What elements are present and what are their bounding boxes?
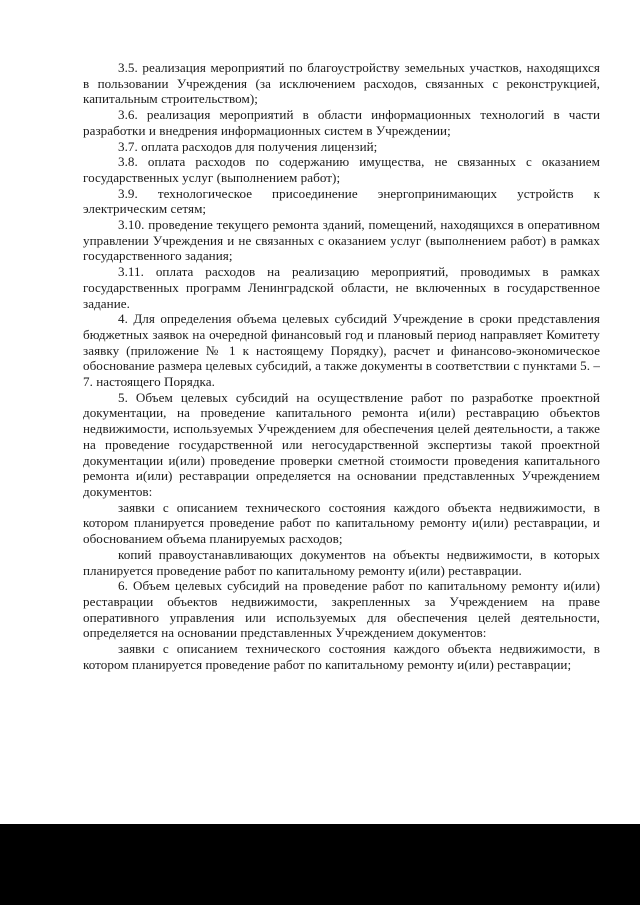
paragraph-5-item-application: заявки с описанием технического состояния каждого объекта недвижимости, в котором планируется проведение работ по капитальному ремонту и(или) реставрации, и обоснованием объема планируемых расходов;: [83, 499, 600, 547]
paragraph-3-7: 3.7. оплата расходов для получения лицензий;: [118, 138, 378, 154]
paragraph-3-5: 3.5. реализация мероприятий по благоустройству земельных участков, находящихся в пользовании Учреждения (за исключением расходов, связанных с реконструкцией, капитальным строительством);: [83, 60, 600, 107]
paragraph-3-9: 3.9. технологическое присоединение энергопринимающих устройств к электрическим сетям;: [83, 185, 600, 217]
paragraph-3-10: 3.10. проведение текущего ремонта зданий, помещений, находящихся в оперативном управлении Учреждения и не связанных с оказанием услуг (выполнением работ) в рамках государственного задания;: [83, 217, 600, 264]
document-body: [83, 60, 600, 672]
paragraph-3-8: 3.8. оплата расходов по содержанию имущества, не связанных с оказанием государственных услуг (выполнением работ);: [83, 154, 600, 185]
paragraph-3-11: 3.11. оплата расходов на реализацию мероприятий, проводимых в рамках государственных программ Ленинградской области, не включенных в государственное задание.: [83, 264, 600, 311]
paragraph-5: 5. Объем целевых субсидий на осуществление работ по разработке проектной документации, на проведение капитального ремонта и(или) реставрацию объектов недвижимости, используемых Учреждением для обеспечения целей деятельности, а также на проведение государственной или негосударственной экспертизы такой проектной документации и(или) проведение проверки сметной стоимости проведения капитального ремонта и(или) реставрации определяется на основании представленных Учреждением документов:: [83, 389, 600, 499]
paragraph-5-item-copies: копий правоустанавливающих документов на объекты недвижимости, в которых планируется проведение работ по капитальному ремонту и(или) реставрации.: [83, 546, 600, 578]
paragraph-6: 6. Объем целевых субсидий на проведение работ по капитальному ремонту и(или) реставрации объектов недвижимости, закрепленных за Учреждением на праве оперативного управления или используемых для обеспечения целей деятельности, определяется на основании представленных Учреждением документов:: [83, 578, 600, 641]
scan-border-bar: [0, 824, 640, 905]
paragraph-3-6: 3.6. реализация мероприятий в области информационных технологий в части разработки и внедрения информационных систем в Учреждении;: [83, 107, 600, 138]
paragraph-6-item-application: заявки с описанием технического состояния каждого объекта недвижимости, в котором планируется проведение работ по капитальному ремонту и(или) реставрации;: [83, 641, 600, 672]
paragraph-4: 4. Для определения объема целевых субсидий Учреждение в сроки представления бюджетных заявок на очередной финансовый год и плановый период направляет Комитету заявку (приложение № 1 к настоящему Порядку), расчет и финансово-экономическое обоснование размера целевых субсидий, а также документы в соответствии с пунктами 5. – 7. настоящего Порядка.: [83, 311, 600, 390]
